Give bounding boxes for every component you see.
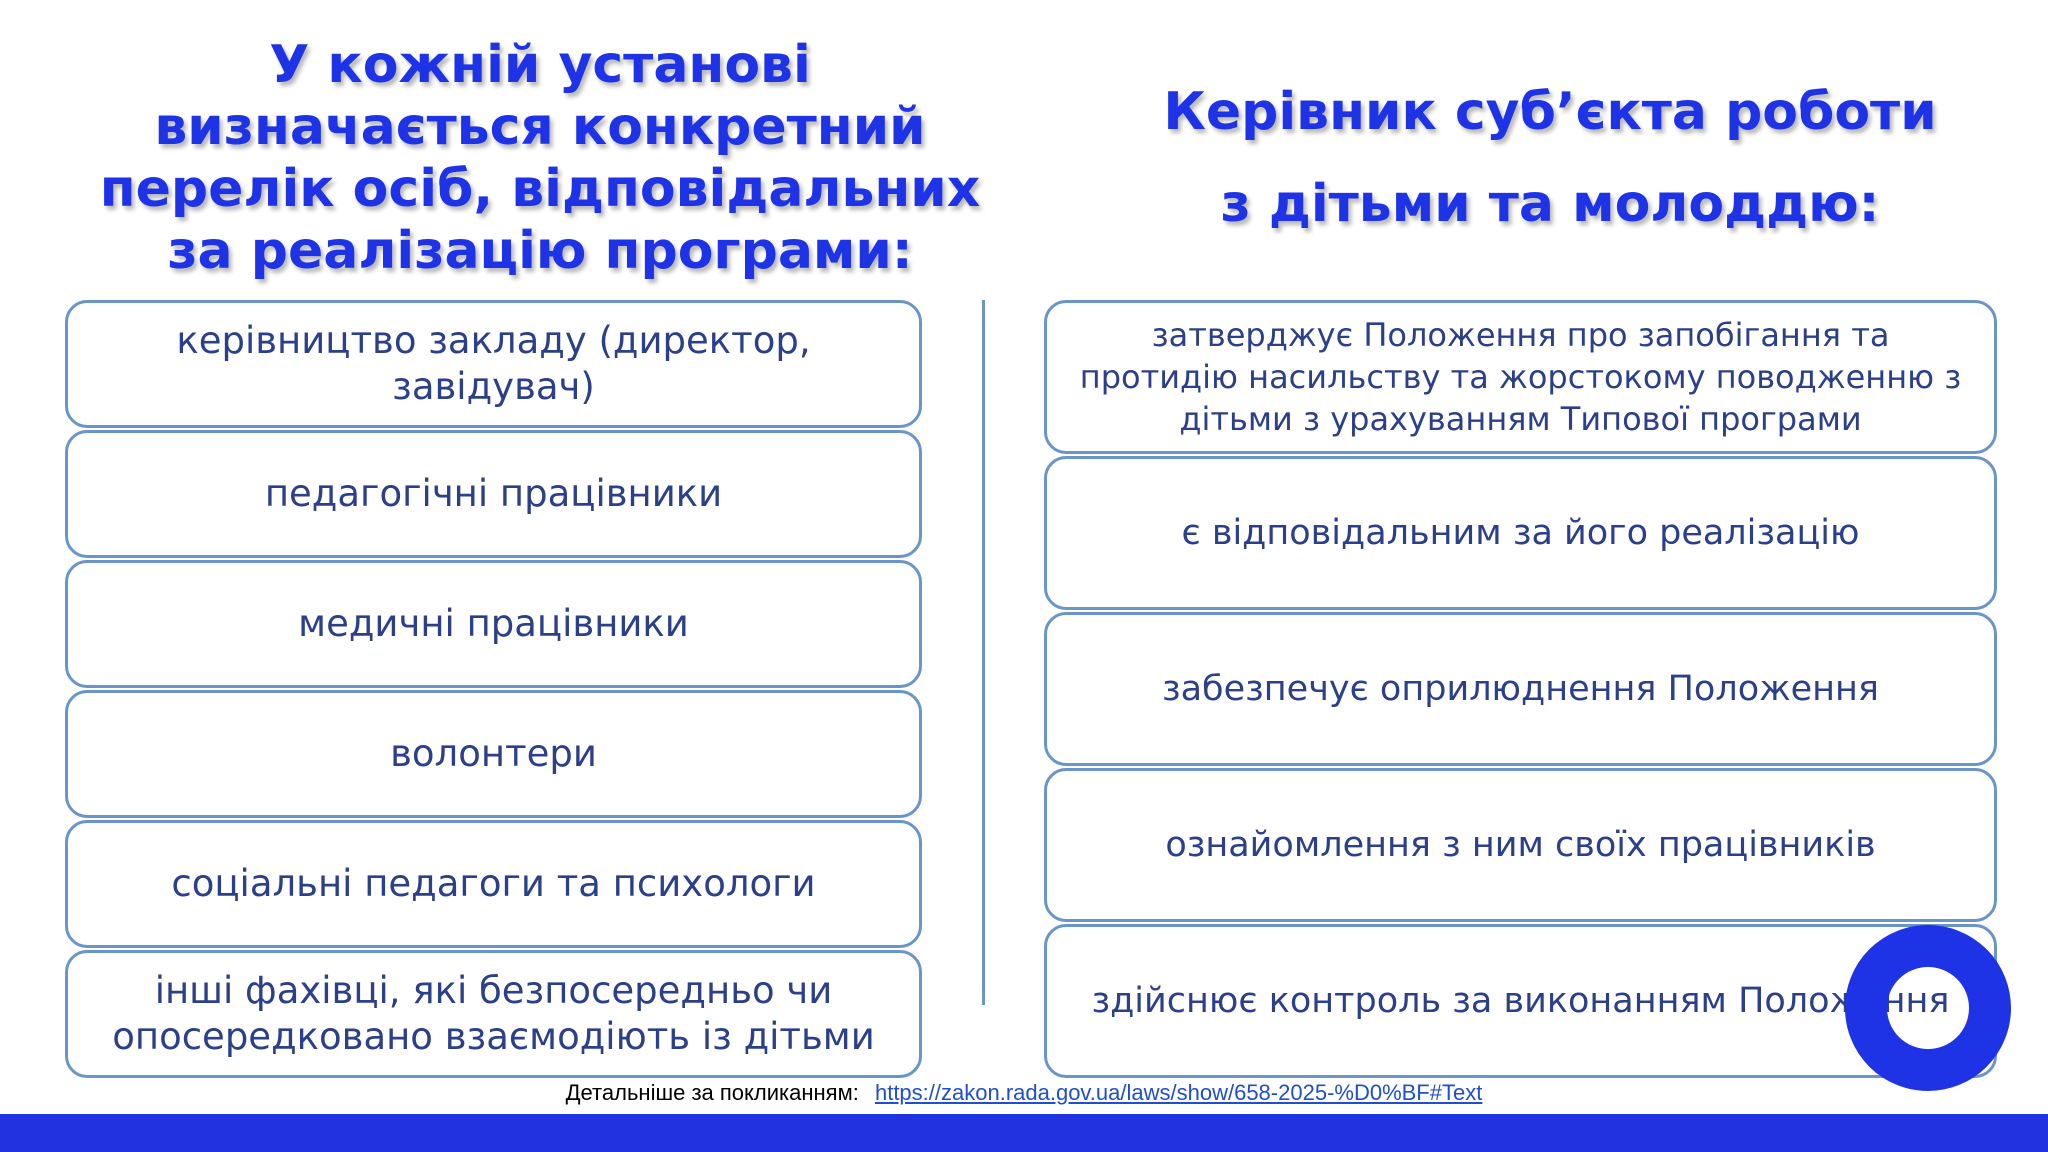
left-item-social-pedagogues	[65, 820, 922, 948]
left-heading-line: У кожній установі	[269, 35, 811, 95]
left-item-other-specialists	[65, 950, 922, 1078]
left-item-text: інші фахівці, які безпосередньо чи	[154, 969, 833, 1012]
left-item-text: педагогічні працівники	[264, 472, 723, 515]
left-item-text: керівництво закладу (директор, завідувач)	[176, 319, 811, 408]
left-item-medical	[65, 560, 922, 688]
right-item-text: затверджує Положення про запобігання та	[1151, 316, 1890, 354]
circle-ring-icon	[1845, 925, 2011, 1091]
left-item-management	[65, 300, 922, 428]
footer-note	[0, 1080, 2048, 1106]
left-heading-line: за реалізацію програми:	[167, 221, 913, 281]
right-item-responsible	[1044, 456, 1997, 610]
right-heading	[1110, 66, 1990, 250]
right-item-text: дітьми з урахуванням Типової програми	[1179, 400, 1862, 438]
right-item-text: протидію насильству та жорстокому поводженню з	[1079, 358, 1962, 396]
left-item-teachers	[65, 430, 922, 558]
left-heading-line: визначається конкретний	[154, 97, 926, 157]
right-item-publication	[1044, 612, 1997, 766]
right-item-text: забезпечує оприлюднення Положення	[1162, 668, 1879, 709]
left-item-text: опосередковано взаємодіють із дітьми	[112, 1015, 875, 1058]
footer-label: Детальніше за покликанням:	[565, 1080, 859, 1105]
right-heading-line: Керівник суб’єкта роботи	[1163, 82, 1937, 142]
left-heading-line: перелік осіб, відповідальних	[99, 159, 981, 219]
left-item-text: медичні працівники	[298, 602, 689, 645]
right-item-approves-regulation	[1044, 300, 1997, 454]
right-item-text: ознайомлення з ним своїх працівників	[1165, 824, 1876, 865]
right-item-text: є відповідальним за його реалізацію	[1181, 512, 1860, 553]
left-item-text: соціальні педагоги та психологи	[171, 862, 816, 905]
law-link[interactable]: https://zakon.rada.gov.ua/laws/show/658-2025-%D0%BF#Text	[874, 1080, 1483, 1105]
left-heading	[60, 34, 1020, 282]
left-item-text: волонтери	[390, 732, 597, 775]
column-divider	[982, 300, 985, 1005]
right-item-familiarization	[1044, 768, 1997, 922]
left-item-volunteers	[65, 690, 922, 818]
right-heading-line: з дітьми та молоддю:	[1220, 174, 1880, 234]
bottom-bar	[0, 1114, 2048, 1152]
right-item-text: здійснює контроль за виконанням Положення	[1091, 980, 1950, 1021]
